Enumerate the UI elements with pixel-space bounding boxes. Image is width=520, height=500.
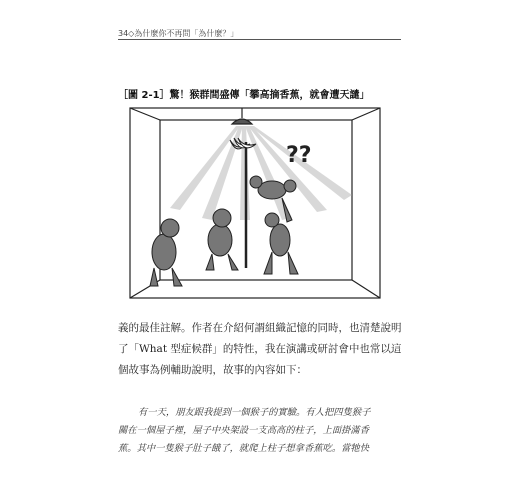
body-line: 了「What 型症候群」的特性，我在演講或研討會中也常以這: [118, 343, 402, 355]
story-line: 關在一個屋子裡，屋子中央架設一支高高的柱子，上面掛滿香: [118, 425, 370, 436]
body-line: 個故事為例輔助說明，故事的內容如下：: [118, 364, 307, 376]
monkey-left-icon: [150, 219, 182, 286]
body-line: 義的最佳註解。作者在介紹何謂組織記憶的同時，也清楚說明: [118, 322, 402, 334]
body-paragraph: [118, 318, 408, 381]
monkey-experiment-illustration: [122, 100, 388, 305]
figure-caption: ［圖 2-1］驚！猴群間盛傳「攀高摘香蕉，就會遭天譴」: [118, 90, 370, 101]
story-paragraph: [118, 404, 408, 458]
story-line: 蕉。其中一隻猴子肚子餓了，就爬上柱子想拿香蕉吃。當牠快: [118, 443, 370, 454]
header-rule: [118, 39, 401, 40]
water-spray: [170, 126, 352, 220]
question-marks: ??: [286, 143, 312, 168]
monkey-middle-icon: [264, 213, 298, 274]
sprinkler-icon: [232, 108, 252, 124]
running-header: 34◇為什麼你不再問「為什麼？」: [118, 29, 239, 38]
story-line: 有一天，朋友跟我提到一個猴子的實驗。有人把四隻猴子: [138, 407, 371, 418]
